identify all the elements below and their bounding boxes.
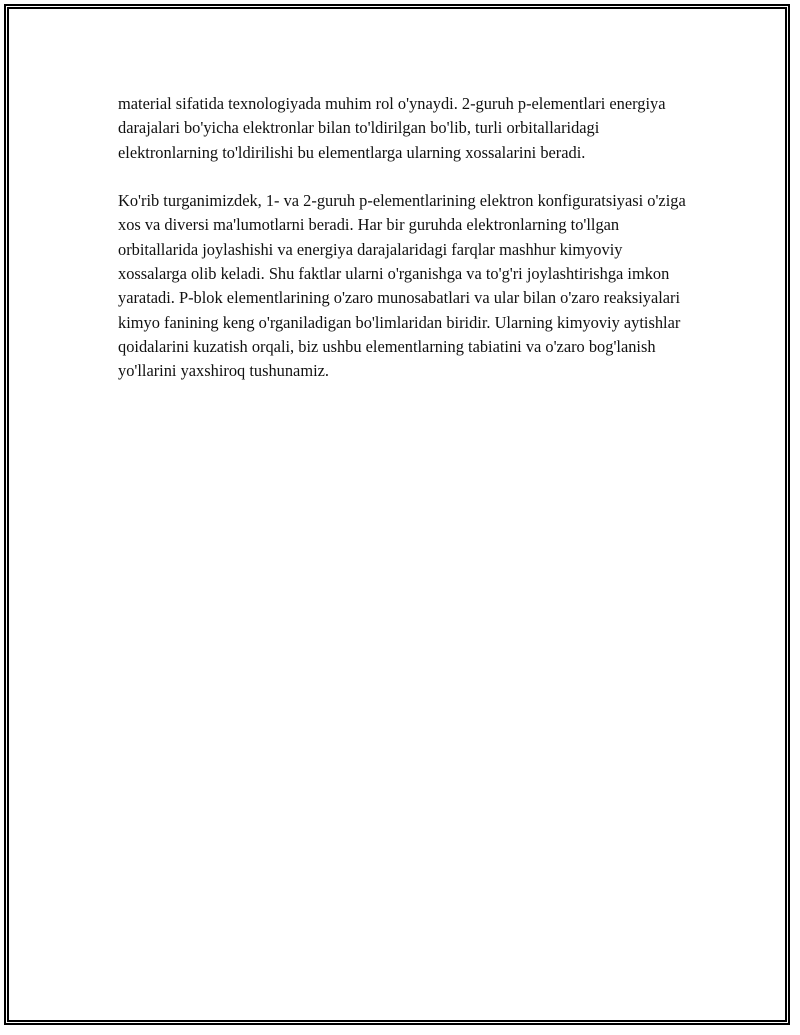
document-body — [118, 92, 688, 408]
paragraph-2: Ko'rib turganimizdek, 1- va 2-guruh p-elementlarining elektron konfiguratsiyasi o'ziga xos va diversi ma'lumotlarni beradi. Har bir guruhda elektronlarning to'llgan orbitallarida joylashishi va energiya darajalaridagi farqlar mashhur kimyoviy xossalarga olib keladi. Shu faktlar ularni o'rganishga va to'g'ri joylashtirishga imkon yaratadi. P-blok elementlarining o'zaro munosabatlari va ular bilan o'zaro reaksiyalari kimyo fanining keng o'rganiladigan bo'limlaridan biridir. Ularning kimyoviy aytishlar qoidalarini kuzatish orqali, biz ushbu elementlarning tabiatini va o'zaro bog'lanish yo'llarini yaxshiroq tushunamiz. — [118, 191, 686, 381]
paragraph-1: material sifatida texnologiyada muhim rol o'ynaydi. 2-guruh p-elementlari energiya darajalari bo'yicha elektronlar bilan to'ldirilgan bo'lib, turli orbitallaridagi elektronlarning to'ldirilishi bu elementlarga ularning xossalarini beradi. — [118, 94, 666, 162]
